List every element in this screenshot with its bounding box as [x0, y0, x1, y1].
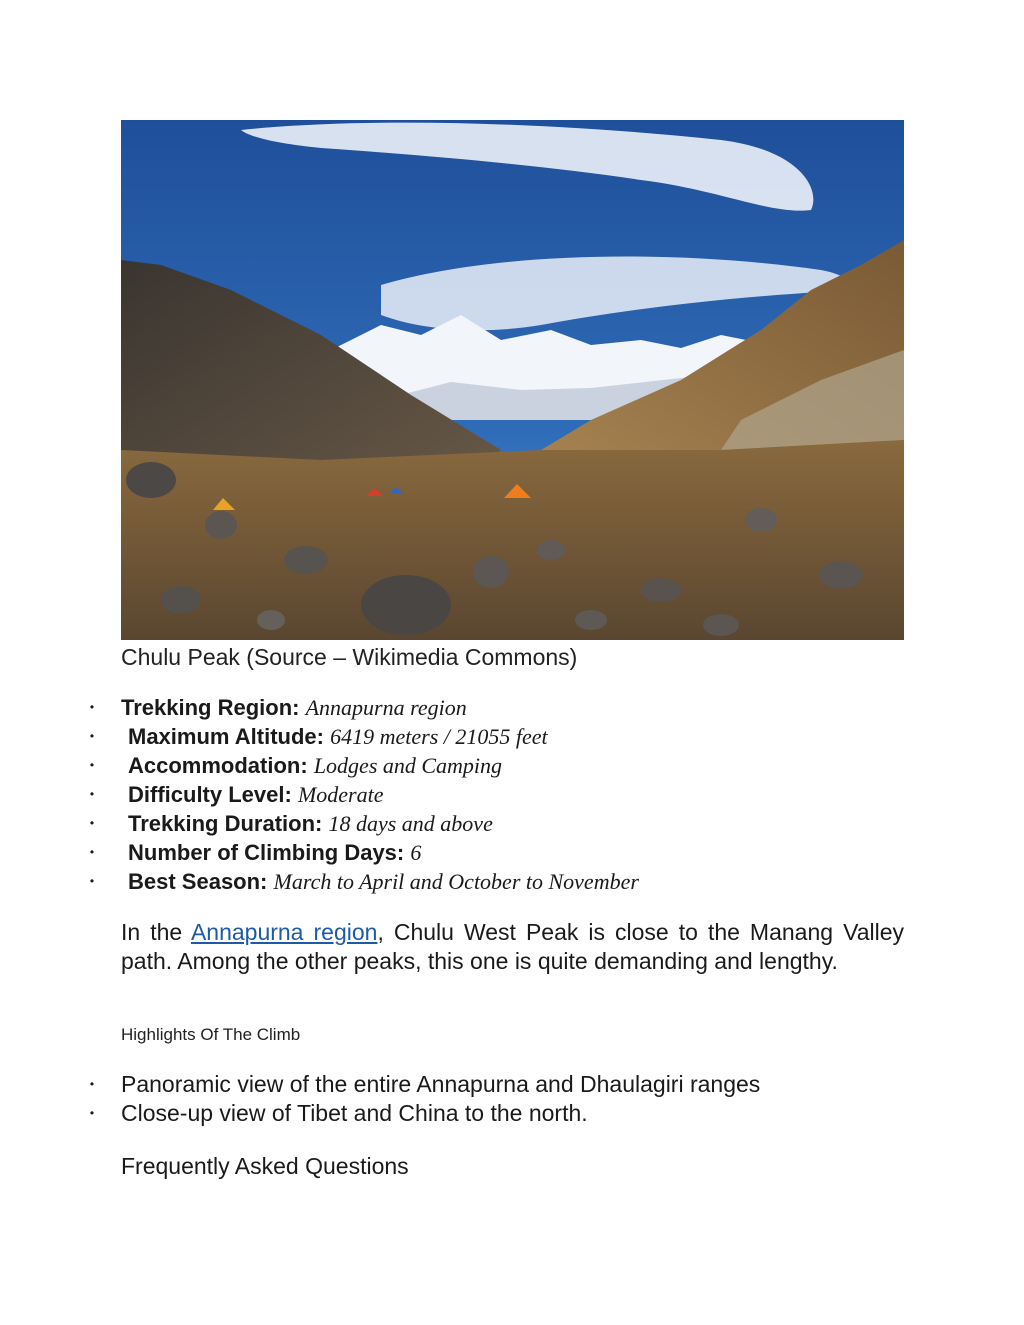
fact-label: Number of Climbing Days: [128, 840, 405, 865]
list-item [87, 693, 907, 722]
fact-value: Annapurna region [305, 695, 467, 720]
bullet: • [89, 758, 95, 772]
highlight-text: Close-up view of Tibet and China to the north. [121, 1100, 588, 1126]
annapurna-region-link[interactable]: Annapurna region [190, 919, 378, 945]
fact-value: 18 days and above [328, 811, 493, 836]
fact-value: 6 [410, 840, 422, 865]
fact-value: 6419 meters / 21055 feet [330, 724, 548, 749]
fact-label: Accommodation: [128, 753, 308, 778]
list-item [87, 1070, 760, 1099]
bullet: • [89, 1106, 95, 1120]
mountain-valley-photo [121, 120, 904, 640]
bullet: • [89, 700, 95, 714]
intro-text-end: , Chulu West Peak is close to the Manang Valley path. Among the other peaks, this one is quite demanding and lengthy. [121, 919, 905, 974]
image-caption: Chulu Peak (Source – Wikimedia Commons) [121, 644, 578, 670]
fact-value: Lodges and Camping [313, 753, 503, 778]
highlights-list [87, 1070, 760, 1128]
trek-facts-list [87, 693, 907, 896]
list-item [87, 809, 907, 838]
bullet: • [89, 729, 95, 743]
bullet: • [89, 787, 95, 801]
intro-paragraph [121, 918, 904, 976]
list-item [87, 838, 907, 867]
bullet: • [89, 845, 95, 859]
highlight-text: Panoramic view of the entire Annapurna and Dhaulagiri ranges [121, 1071, 761, 1097]
list-item [87, 751, 907, 780]
fact-label: Trekking Region: [121, 695, 300, 720]
fact-value: March to April and October to November [273, 869, 639, 894]
list-item [87, 722, 907, 751]
list-item [87, 780, 907, 809]
fact-label: Maximum Altitude: [128, 724, 324, 749]
bullet: • [89, 874, 95, 888]
bullet: • [89, 816, 95, 830]
fact-label: Best Season: [128, 869, 268, 894]
fact-label: Trekking Duration: [128, 811, 323, 836]
highlights-heading: Highlights Of The Climb [121, 1025, 301, 1044]
list-item [87, 867, 907, 896]
fact-label: Difficulty Level: [128, 782, 292, 807]
bullet: • [89, 1077, 95, 1091]
intro-text-start: In the [121, 919, 191, 945]
faq-heading: Frequently Asked Questions [121, 1153, 409, 1179]
list-item [87, 1099, 760, 1128]
fact-value: Moderate [297, 782, 384, 807]
